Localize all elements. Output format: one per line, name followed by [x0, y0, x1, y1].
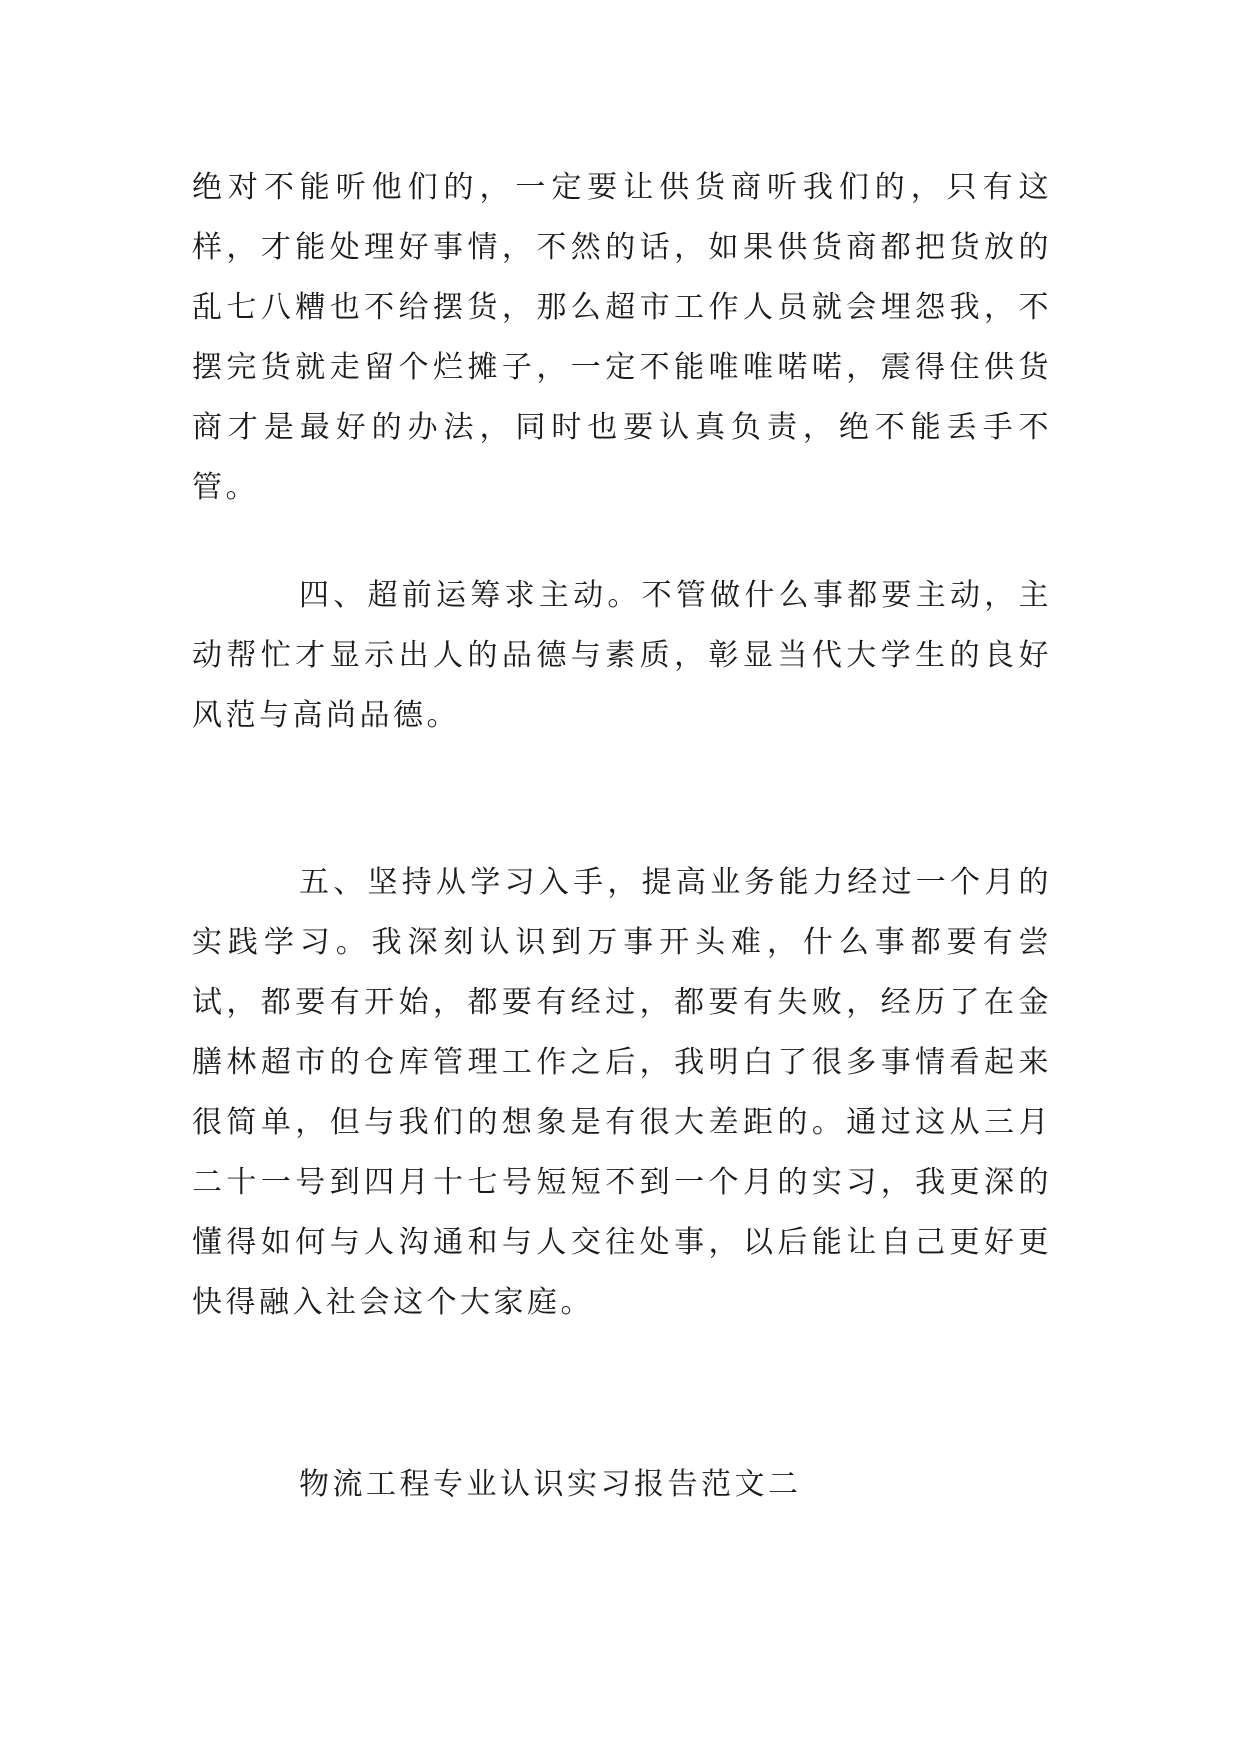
paragraph-section-five: 五、坚持从学习入手，提高业务能力经过一个月的实践学习。我深刻认识到万事开头难，什么事都要有尝试，都要有开始，都要有经过，都要有失败，经历了在金膳林超市的仓库管理工作之后，我明白了很多事情看起来很简单，但与我们的想象是有很大差距的。通过这从三月二十一号到四月十七号短短不到一个月的实习，我更深的懂得如何与人沟通和与人交往处事，以后能让自己更好更快得融入社会这个大家庭。 [192, 865, 1052, 1320]
paragraph-section-four: 四、超前运筹求主动。不管做什么事都要主动，主动帮忙才显示出人的品德与素质，彰显当代大学生的良好风范与高尚品德。 [192, 578, 1052, 733]
paragraph-continuation: 绝对不能听他们的，一定要让供货商听我们的，只有这样，才能处理好事情，不然的话，如果供货商都把货放的乱七八糟也不给摆货，那么超市工作人员就会埋怨我，不摆完货就走留个烂摊子，一定不能唯唯喏喏，震得住供货商才是最好的办法，同时也要认真负责，绝不能丢手不管。 [192, 170, 1052, 505]
section-heading: 物流工程专业认识实习报告范文二 [299, 1467, 802, 1502]
